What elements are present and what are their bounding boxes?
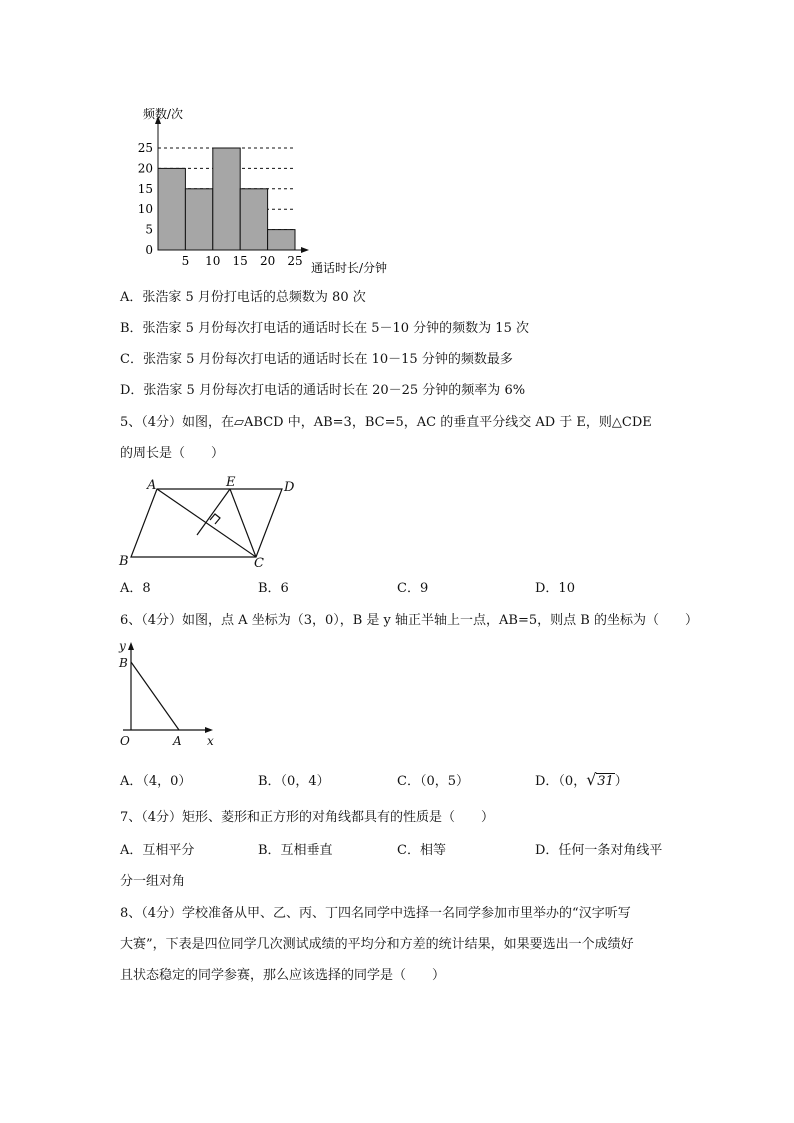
label-a-point: A [173, 734, 182, 748]
q6-option-d-radicand: 31 [597, 774, 614, 789]
q8-stem-line1: 8、（4分）学校准备从甲、乙、丙、丁四名同学中选择一名同学参加市里举办的“汉字听写 [120, 906, 631, 921]
q4-option-c: C．张浩家 5 月份每次打电话的通话时长在 10－15 分钟的频数最多 [120, 352, 513, 367]
histogram-bar [268, 230, 295, 250]
x-axis-arrow [301, 247, 309, 253]
y-arrow [128, 642, 134, 650]
q8-stem-line2: 大赛”，下表是四位同学几次测试成绩的平均分和方差的统计结果，如果要选出一个成绩好 [120, 937, 634, 952]
label-y: y [119, 639, 126, 653]
histogram-bar [185, 189, 212, 250]
q7-option-d-cont: 分一组对角 [120, 874, 186, 889]
diagonal-ac [157, 489, 256, 557]
q6-option-a: A．（4，0） [120, 774, 192, 789]
label-c: C [254, 556, 264, 571]
q6-option-d-suffix: ） [614, 774, 628, 789]
q7-option-d: D．任何一条对角线平 [535, 843, 663, 858]
x-tick-label: 25 [287, 254, 303, 268]
x-arrow [205, 727, 213, 733]
frequency-histogram [120, 95, 420, 280]
x-tick-label: 5 [181, 254, 190, 268]
q5-option-b: B．6 [258, 581, 289, 596]
histogram-bars [158, 148, 295, 250]
q7-option-a: A．互相平分 [120, 843, 195, 858]
q6-option-b: B．（0，4） [258, 774, 330, 789]
y-tick-label: 15 [137, 181, 153, 196]
q6-option-c: C．（0，5） [397, 774, 469, 789]
histogram-bar [213, 148, 240, 250]
y-axis-label: 频数/次 [143, 107, 184, 121]
x-tick-label: 10 [205, 254, 221, 268]
q5-option-a: A．8 [120, 581, 151, 596]
y-tick-labels [138, 141, 153, 257]
label-d: D [284, 480, 295, 495]
q5-option-c: C．9 [397, 581, 429, 596]
q4-option-d: D．张浩家 5 月份每次打电话的通话时长在 20－25 分钟的频率为 6% [120, 383, 526, 398]
label-o: O [120, 734, 130, 748]
label-a: A [147, 478, 157, 493]
q5-stem-line2: 的周长是（ ） [120, 446, 225, 461]
y-tick-label: 5 [145, 222, 153, 237]
y-tick-label: 0 [145, 243, 153, 257]
label-x: x [207, 734, 214, 748]
q7-stem: 7、（4分）矩形、菱形和正方形的对角线都具有的性质是（ ） [120, 810, 495, 825]
label-b: B [119, 554, 129, 569]
y-tick-label: 10 [137, 202, 153, 217]
y-tick-label: 25 [137, 141, 153, 155]
q4-option-a: A．张浩家 5 月份打电话的总频数为 80 次 [120, 290, 366, 305]
coordinate-figure [115, 635, 225, 750]
sqrt-symbol [586, 770, 615, 791]
label-e: E [226, 475, 236, 490]
x-axis-label: 通话时长/分钟 [311, 261, 388, 275]
histogram-bar [158, 168, 185, 250]
segment-ab [131, 662, 179, 730]
radical-sign: √ [586, 770, 597, 789]
q8-stem-line3: 且状态稳定的同学参赛，那么应该选择的同学是（ ） [120, 968, 446, 983]
q5-stem-line1: 5、（4分）如图，在▱ABCD 中，AB=3，BC=5，AC 的垂直平分线交 AD 于 E，则△CDE [120, 415, 652, 430]
q7-option-b: B．互相垂直 [258, 843, 333, 858]
x-tick-labels [182, 254, 303, 268]
q6-stem: 6、（4分）如图，点 A 坐标为（3，0），B 是 y 轴正半轴上一点，AB=5，则点 B 的坐标为（ ） [120, 613, 698, 628]
q6-option-d [535, 770, 628, 791]
x-tick-label: 15 [232, 254, 248, 268]
parallelogram-figure [115, 472, 315, 572]
q6-option-d-prefix: D．（0， [535, 774, 587, 789]
label-b-point: B [119, 656, 128, 670]
y-tick-label: 20 [137, 161, 153, 176]
q4-option-b: B．张浩家 5 月份每次打电话的通话时长在 5－10 分钟的频数为 15 次 [120, 321, 529, 336]
q5-option-d: D．10 [535, 581, 575, 596]
q7-option-c: C．相等 [397, 843, 446, 858]
x-tick-label: 20 [259, 254, 276, 268]
histogram-bar [240, 189, 267, 250]
segment-ce [230, 489, 256, 557]
